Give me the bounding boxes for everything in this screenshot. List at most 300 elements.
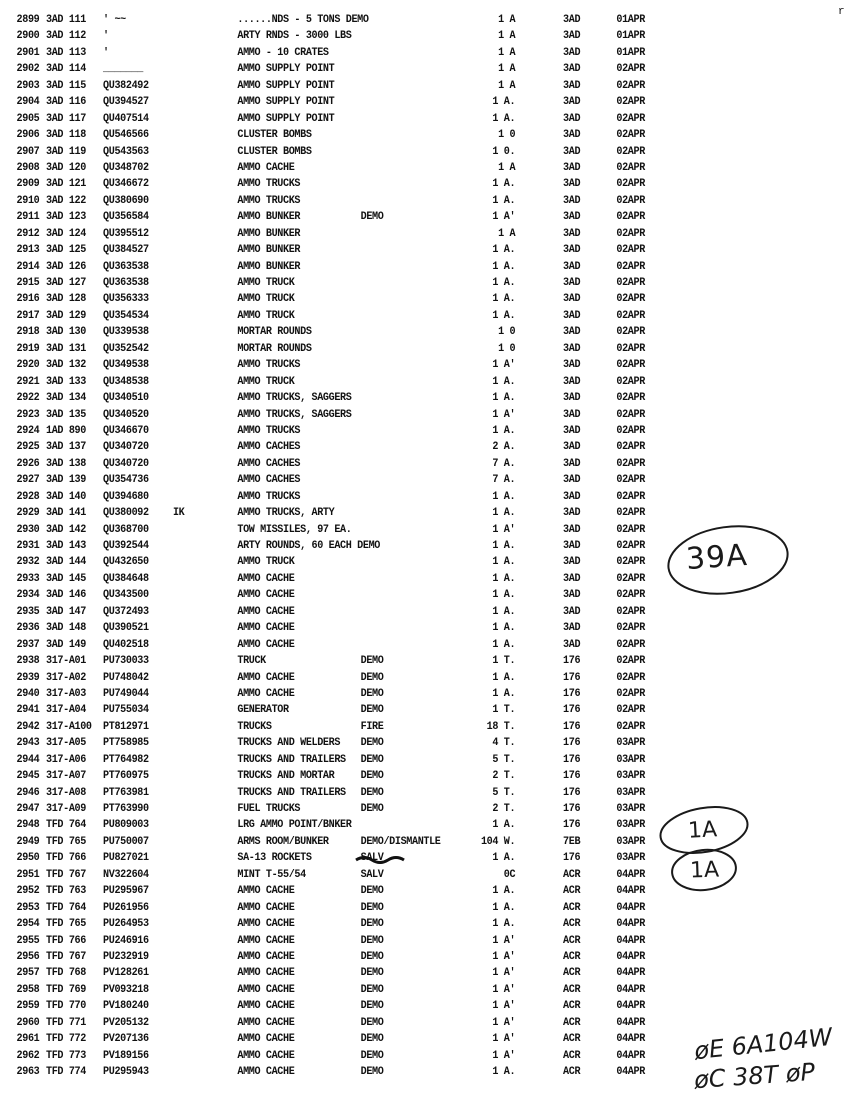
reporting-unit: 3AD bbox=[563, 14, 581, 26]
grid-reference: ' bbox=[103, 30, 109, 43]
quantity-code: 1 A bbox=[498, 63, 516, 76]
quantity-code: 0C bbox=[503, 868, 516, 881]
report-date: 02APR bbox=[616, 211, 645, 224]
reporting-unit: 3AD bbox=[563, 112, 581, 125]
record-number: 2906 bbox=[16, 129, 40, 142]
report-date: 03APR bbox=[616, 786, 645, 799]
unit-code: 3AD 130 bbox=[46, 326, 86, 339]
target-description: AMMO - 10 CRATES bbox=[237, 46, 329, 59]
reporting-unit: ACR bbox=[563, 983, 581, 996]
reporting-unit: 3AD bbox=[563, 490, 581, 503]
target-description: AMMO CACHE bbox=[237, 671, 295, 684]
unit-code: TFD 768 bbox=[46, 967, 86, 980]
action-taken: DEMO bbox=[360, 687, 384, 700]
reporting-unit: ACR bbox=[563, 1000, 581, 1013]
grid-reference: QU394680 bbox=[103, 490, 149, 503]
reporting-unit: 3AD bbox=[563, 129, 581, 142]
action-taken: SALV bbox=[360, 868, 384, 881]
action-taken: DEMO bbox=[360, 1066, 384, 1078]
grid-reference: PU246916 bbox=[103, 934, 149, 947]
reporting-unit: 3AD bbox=[563, 277, 581, 289]
reporting-unit: 3AD bbox=[563, 359, 581, 372]
target-description: GENERATOR bbox=[237, 704, 289, 717]
grid-reference: PU755034 bbox=[103, 704, 149, 717]
grid-reference: QU395512 bbox=[103, 227, 149, 240]
action-taken: SALV bbox=[360, 852, 384, 865]
quantity-code: 1 A. bbox=[492, 572, 516, 585]
reporting-unit: 3AD bbox=[563, 441, 581, 454]
unit-code: 3AD 141 bbox=[46, 507, 86, 520]
action-taken: DEMO bbox=[360, 950, 384, 963]
grid-reference: PU749044 bbox=[103, 687, 149, 700]
unit-code: 3AD 123 bbox=[46, 211, 86, 224]
reporting-unit: 3AD bbox=[563, 392, 581, 405]
report-date: 02APR bbox=[616, 129, 645, 142]
reporting-unit: 176 bbox=[563, 803, 581, 815]
reporting-unit: 176 bbox=[563, 786, 581, 799]
action-taken: DEMO bbox=[360, 671, 384, 684]
record-number: 2907 bbox=[16, 145, 40, 158]
target-description: AMMO TRUCK bbox=[237, 293, 295, 306]
target-description: AMMO TRUCK bbox=[237, 556, 295, 569]
grid-reference: _______ bbox=[103, 63, 143, 76]
target-description: AMMO SUPPLY POINT bbox=[237, 112, 335, 125]
grid-reference: PT812971 bbox=[103, 720, 149, 733]
target-description: AMMO CACHE bbox=[237, 687, 295, 700]
quantity-code: 1 T. bbox=[492, 655, 516, 668]
action-taken: FIRE bbox=[360, 720, 384, 733]
quantity-code: 1 T. bbox=[492, 704, 516, 717]
record-number: 2945 bbox=[16, 770, 40, 783]
quantity-code: 1 A. bbox=[492, 277, 516, 289]
report-date: 02APR bbox=[616, 96, 645, 109]
target-description: AMMO TRUCK bbox=[237, 375, 295, 388]
quantity-code: 1 0 bbox=[498, 129, 516, 142]
grid-reference: PU827021 bbox=[103, 852, 149, 865]
target-description: AMMO CACHE bbox=[237, 1066, 295, 1078]
quantity-code: 1 A. bbox=[492, 260, 516, 273]
target-description: AMMO BUNKER bbox=[237, 260, 301, 273]
unit-code: TFD 765 bbox=[46, 835, 86, 848]
unit-code: TFD 764 bbox=[46, 901, 86, 914]
grid-reference: PU264953 bbox=[103, 918, 149, 931]
record-number: 2959 bbox=[16, 1000, 40, 1013]
target-description: AMMO TRUCKS bbox=[237, 194, 301, 207]
report-date: 02APR bbox=[616, 638, 645, 651]
reporting-unit: 3AD bbox=[563, 572, 581, 585]
target-description: AMMO TRUCKS bbox=[237, 424, 301, 437]
grid-reference: QU382492 bbox=[103, 79, 149, 92]
unit-code: 3AD 122 bbox=[46, 194, 86, 207]
report-date: 02APR bbox=[616, 227, 645, 240]
unit-code: 3AD 135 bbox=[46, 408, 86, 421]
grid-reference: ' ~~ bbox=[103, 14, 126, 26]
record-number: 2902 bbox=[16, 63, 40, 76]
action-taken: DEMO bbox=[360, 704, 384, 717]
reporting-unit: 176 bbox=[563, 753, 581, 766]
quantity-code: 1 A' bbox=[492, 523, 516, 536]
grid-reference: QU372493 bbox=[103, 605, 149, 618]
target-description: AMMO CACHE bbox=[237, 967, 295, 980]
quantity-code: 1 A. bbox=[492, 309, 516, 322]
unit-code: 3AD 113 bbox=[46, 46, 86, 59]
record-number: 2952 bbox=[16, 885, 40, 898]
report-date: 04APR bbox=[616, 934, 645, 947]
unit-code: 3AD 142 bbox=[46, 523, 86, 536]
grid-reference: PT763990 bbox=[103, 803, 149, 815]
record-number: 2961 bbox=[16, 1033, 40, 1046]
reporting-unit: 176 bbox=[563, 720, 581, 733]
grid-reference: QU407514 bbox=[103, 112, 149, 125]
grid-reference: QU384648 bbox=[103, 572, 149, 585]
reporting-unit: 3AD bbox=[563, 457, 581, 470]
record-number: 2928 bbox=[16, 490, 40, 503]
action-taken: DEMO/DISMANTLE bbox=[360, 835, 441, 848]
grid-reference: QU348702 bbox=[103, 161, 149, 174]
report-date: 04APR bbox=[616, 950, 645, 963]
handwritten-1a-lower: 1A bbox=[689, 857, 720, 884]
reporting-unit: 176 bbox=[563, 770, 581, 783]
report-date: 02APR bbox=[616, 622, 645, 635]
action-taken: DEMO bbox=[360, 967, 384, 980]
unit-code: 3AD 144 bbox=[46, 556, 86, 569]
unit-code: 3AD 133 bbox=[46, 375, 86, 388]
reporting-unit: 176 bbox=[563, 655, 581, 668]
unit-code: 3AD 129 bbox=[46, 309, 86, 322]
report-date: 02APR bbox=[616, 556, 645, 569]
target-description: TRUCKS AND TRAILERS bbox=[237, 753, 346, 766]
quantity-code: 1 A. bbox=[492, 194, 516, 207]
report-date: 04APR bbox=[616, 918, 645, 931]
target-description: AMMO CACHES bbox=[237, 457, 301, 470]
quantity-code: 1 A. bbox=[492, 901, 516, 914]
reporting-unit: 3AD bbox=[563, 622, 581, 635]
quantity-code: 1 A. bbox=[492, 392, 516, 405]
record-number: 2915 bbox=[16, 277, 40, 289]
quantity-code: 1 A. bbox=[492, 638, 516, 651]
quantity-code: 1 A. bbox=[492, 507, 516, 520]
unit-code: 1AD 890 bbox=[46, 424, 86, 437]
report-date: 02APR bbox=[616, 326, 645, 339]
record-number: 2933 bbox=[16, 572, 40, 585]
reporting-unit: 176 bbox=[563, 704, 581, 717]
grid-reference: QU390521 bbox=[103, 622, 149, 635]
unit-code: 3AD 120 bbox=[46, 161, 86, 174]
quantity-code: 1 A bbox=[498, 227, 516, 240]
target-description: ARTY ROUNDS, 60 EACH DEMO bbox=[237, 540, 380, 552]
target-description: TRUCKS AND WELDERS bbox=[237, 737, 341, 750]
report-date: 04APR bbox=[616, 1000, 645, 1013]
target-description: AMMO CACHES bbox=[237, 441, 301, 454]
target-description: AMMO CACHE bbox=[237, 161, 295, 174]
unit-code: 317-A04 bbox=[46, 704, 86, 717]
quantity-code: 1 A. bbox=[492, 293, 516, 306]
report-date: 04APR bbox=[616, 885, 645, 898]
target-description: AMMO BUNKER bbox=[237, 211, 301, 224]
report-date: 02APR bbox=[616, 79, 645, 92]
unit-code: TFD 771 bbox=[46, 1016, 86, 1029]
quantity-code: 1 A. bbox=[492, 178, 516, 191]
record-number: 2940 bbox=[16, 687, 40, 700]
report-date: 02APR bbox=[616, 194, 645, 207]
reporting-unit: ACR bbox=[563, 1049, 581, 1062]
report-date: 04APR bbox=[616, 901, 645, 914]
report-date: 02APR bbox=[616, 720, 645, 733]
grid-reference: NV322604 bbox=[103, 868, 149, 881]
grid-reference: QU352542 bbox=[103, 342, 149, 355]
quantity-code: 1 0 bbox=[498, 342, 516, 355]
record-number: 2948 bbox=[16, 819, 40, 832]
report-date: 03APR bbox=[616, 753, 645, 766]
report-date: 02APR bbox=[616, 457, 645, 470]
target-description: AMMO SUPPLY POINT bbox=[237, 63, 335, 76]
target-description: TRUCK bbox=[237, 655, 266, 668]
unit-code: TFD 766 bbox=[46, 852, 86, 865]
unit-code: 3AD 116 bbox=[46, 96, 86, 109]
quantity-code: 1 A. bbox=[492, 671, 516, 684]
reporting-unit: 3AD bbox=[563, 605, 581, 618]
report-date: 04APR bbox=[616, 983, 645, 996]
record-number: 2929 bbox=[16, 507, 40, 520]
record-number: 2939 bbox=[16, 671, 40, 684]
report-date: 02APR bbox=[616, 375, 645, 388]
unit-code: 3AD 112 bbox=[46, 30, 86, 43]
reporting-unit: ACR bbox=[563, 1066, 581, 1078]
quantity-code: 1 A. bbox=[492, 556, 516, 569]
reporting-unit: 3AD bbox=[563, 244, 581, 257]
report-date: 02APR bbox=[616, 540, 645, 552]
unit-code: 3AD 115 bbox=[46, 79, 86, 92]
report-date: 03APR bbox=[616, 835, 645, 848]
unit-code: 3AD 140 bbox=[46, 490, 86, 503]
grid-reference: PU295943 bbox=[103, 1066, 149, 1078]
grid-reference: PU295967 bbox=[103, 885, 149, 898]
report-date: 04APR bbox=[616, 967, 645, 980]
unit-code: TFD 773 bbox=[46, 1049, 86, 1062]
report-date: 02APR bbox=[616, 704, 645, 717]
grid-reference: PV093218 bbox=[103, 983, 149, 996]
report-date: 03APR bbox=[616, 819, 645, 832]
reporting-unit: 3AD bbox=[563, 63, 581, 76]
unit-code: TFD 772 bbox=[46, 1033, 86, 1046]
grid-reference: QU546566 bbox=[103, 129, 149, 142]
target-description: MORTAR ROUNDS bbox=[237, 326, 312, 339]
target-description: AMMO CACHE bbox=[237, 1016, 295, 1029]
record-number: 2908 bbox=[16, 161, 40, 174]
reporting-unit: ACR bbox=[563, 901, 581, 914]
target-description: AMMO CACHE bbox=[237, 934, 295, 947]
unit-code: TFD 767 bbox=[46, 868, 86, 881]
handwritten-note-line-1: øE 6A104W bbox=[692, 1022, 834, 1066]
record-number: 2910 bbox=[16, 194, 40, 207]
quantity-code: 1 A' bbox=[492, 359, 516, 372]
unit-code: 3AD 132 bbox=[46, 359, 86, 372]
action-taken: DEMO bbox=[360, 786, 384, 799]
record-number: 2962 bbox=[16, 1049, 40, 1062]
record-number: 2916 bbox=[16, 293, 40, 306]
target-description: AMMO TRUCKS, SAGGERS bbox=[237, 392, 352, 405]
reporting-unit: 3AD bbox=[563, 375, 581, 388]
reporting-unit: ACR bbox=[563, 885, 581, 898]
handwritten-note-line-2: øC 38T øP bbox=[693, 1057, 816, 1095]
unit-code: 317-A08 bbox=[46, 786, 86, 799]
report-date: 02APR bbox=[616, 490, 645, 503]
quantity-code: 1 A. bbox=[492, 1066, 516, 1078]
quantity-code: 1 A' bbox=[492, 950, 516, 963]
handwritten-39a: 39A bbox=[684, 537, 749, 578]
target-description: AMMO TRUCK bbox=[237, 277, 295, 289]
target-description: AMMO CACHE bbox=[237, 589, 295, 602]
unit-code: 3AD 128 bbox=[46, 293, 86, 306]
reporting-unit: ACR bbox=[563, 918, 581, 931]
unit-code: 3AD 127 bbox=[46, 277, 86, 289]
record-number: 2938 bbox=[16, 655, 40, 668]
reporting-unit: ACR bbox=[563, 1033, 581, 1046]
report-date: 04APR bbox=[616, 1066, 645, 1078]
report-date: 02APR bbox=[616, 392, 645, 405]
grid-reference: PU809003 bbox=[103, 819, 149, 832]
quantity-code: 1 A. bbox=[492, 375, 516, 388]
reporting-unit: 3AD bbox=[563, 408, 581, 421]
reporting-unit: 3AD bbox=[563, 556, 581, 569]
record-number: 2943 bbox=[16, 737, 40, 750]
reporting-unit: 3AD bbox=[563, 589, 581, 602]
report-date: 02APR bbox=[616, 145, 645, 158]
unit-code: TFD 765 bbox=[46, 918, 86, 931]
reporting-unit: 3AD bbox=[563, 638, 581, 651]
report-date: 02APR bbox=[616, 441, 645, 454]
record-number: 2901 bbox=[16, 46, 40, 59]
unit-code: 317-A03 bbox=[46, 687, 86, 700]
report-date: 01APR bbox=[616, 30, 645, 43]
reporting-unit: 3AD bbox=[563, 523, 581, 536]
report-date: 04APR bbox=[616, 1049, 645, 1062]
quantity-code: 1 A' bbox=[492, 211, 516, 224]
reporting-unit: 3AD bbox=[563, 79, 581, 92]
record-number: 2957 bbox=[16, 967, 40, 980]
reporting-unit: 3AD bbox=[563, 194, 581, 207]
grid-reference: PT760975 bbox=[103, 770, 149, 783]
target-description: AMMO CACHE bbox=[237, 885, 295, 898]
report-date: 03APR bbox=[616, 770, 645, 783]
target-description: AMMO CACHE bbox=[237, 983, 295, 996]
strike-scribble bbox=[356, 858, 404, 863]
unit-code: 317-A05 bbox=[46, 737, 86, 750]
unit-code: TFD 764 bbox=[46, 819, 86, 832]
record-number: 2925 bbox=[16, 441, 40, 454]
record-number: 2947 bbox=[16, 803, 40, 815]
target-description: AMMO TRUCKS bbox=[237, 359, 301, 372]
reporting-unit: 176 bbox=[563, 852, 581, 865]
grid-reference: QU340520 bbox=[103, 408, 149, 421]
reporting-unit: ACR bbox=[563, 1016, 581, 1029]
grid-reference: QU356333 bbox=[103, 293, 149, 306]
report-date: 02APR bbox=[616, 507, 645, 520]
record-number: 2936 bbox=[16, 622, 40, 635]
report-date: 03APR bbox=[616, 803, 645, 815]
ik-flag: IK bbox=[172, 507, 185, 520]
reporting-unit: 3AD bbox=[563, 293, 581, 306]
unit-code: 3AD 138 bbox=[46, 457, 86, 470]
quantity-code: 1 A. bbox=[492, 819, 516, 832]
grid-reference: QU543563 bbox=[103, 145, 149, 158]
record-number: 2924 bbox=[16, 424, 40, 437]
quantity-code: 1 A. bbox=[492, 112, 516, 125]
record-number: 2960 bbox=[16, 1016, 40, 1029]
record-number: 2921 bbox=[16, 375, 40, 388]
quantity-code: 1 A. bbox=[492, 424, 516, 437]
record-number: 2941 bbox=[16, 704, 40, 717]
grid-reference: PU730033 bbox=[103, 655, 149, 668]
record-number: 2920 bbox=[16, 359, 40, 372]
action-taken: DEMO bbox=[360, 934, 384, 947]
reporting-unit: 3AD bbox=[563, 507, 581, 520]
quantity-code: 1 A. bbox=[492, 96, 516, 109]
record-number: 2909 bbox=[16, 178, 40, 191]
quantity-code: 1 A. bbox=[492, 605, 516, 618]
target-description: TRUCKS AND TRAILERS bbox=[237, 786, 346, 799]
target-description: ......NDS - 5 TONS DEMO bbox=[237, 14, 369, 26]
grid-reference: QU354736 bbox=[103, 474, 149, 487]
action-taken: DEMO bbox=[360, 803, 384, 815]
report-date: 02APR bbox=[616, 605, 645, 618]
report-date: 02APR bbox=[616, 63, 645, 76]
quantity-code: 1 A bbox=[498, 161, 516, 174]
grid-reference: QU339538 bbox=[103, 326, 149, 339]
target-description: LRG AMMO POINT/BNKER bbox=[237, 819, 352, 832]
grid-reference: PU261956 bbox=[103, 901, 149, 914]
report-date: 01APR bbox=[616, 46, 645, 59]
record-number: 2900 bbox=[16, 30, 40, 43]
record-number: 2922 bbox=[16, 392, 40, 405]
quantity-code: 1 A. bbox=[492, 918, 516, 931]
quantity-code: 18 T. bbox=[486, 720, 516, 733]
corner-mark: r bbox=[838, 6, 845, 18]
report-date: 02APR bbox=[616, 572, 645, 585]
reporting-unit: 3AD bbox=[563, 342, 581, 355]
target-description: AMMO CACHE bbox=[237, 1033, 295, 1046]
unit-code: 317-A07 bbox=[46, 770, 86, 783]
quantity-code: 1 A' bbox=[492, 1033, 516, 1046]
record-number: 2914 bbox=[16, 260, 40, 273]
unit-code: 3AD 137 bbox=[46, 441, 86, 454]
target-description: AMMO TRUCK bbox=[237, 309, 295, 322]
grid-reference: PV180240 bbox=[103, 1000, 149, 1013]
grid-reference: QU368700 bbox=[103, 523, 149, 536]
action-taken: DEMO bbox=[360, 1033, 384, 1046]
record-number: 2963 bbox=[16, 1066, 40, 1078]
grid-reference: QU363538 bbox=[103, 277, 149, 289]
report-date: 02APR bbox=[616, 408, 645, 421]
action-taken: DEMO bbox=[360, 901, 384, 914]
quantity-code: 7 A. bbox=[492, 474, 516, 487]
grid-reference: ' bbox=[103, 46, 109, 59]
record-number: 2903 bbox=[16, 79, 40, 92]
action-taken: DEMO bbox=[360, 211, 384, 224]
record-number: 2951 bbox=[16, 868, 40, 881]
quantity-code: 1 A' bbox=[492, 934, 516, 947]
reporting-unit: 3AD bbox=[563, 227, 581, 240]
action-taken: DEMO bbox=[360, 885, 384, 898]
reporting-unit: 176 bbox=[563, 737, 581, 750]
record-number: 2954 bbox=[16, 918, 40, 931]
grid-reference: PV207136 bbox=[103, 1033, 149, 1046]
quantity-code: 2 A. bbox=[492, 441, 516, 454]
quantity-code: 1 A bbox=[498, 46, 516, 59]
quantity-code: 1 A. bbox=[492, 622, 516, 635]
record-number: 2911 bbox=[16, 211, 40, 224]
reporting-unit: 3AD bbox=[563, 30, 581, 43]
